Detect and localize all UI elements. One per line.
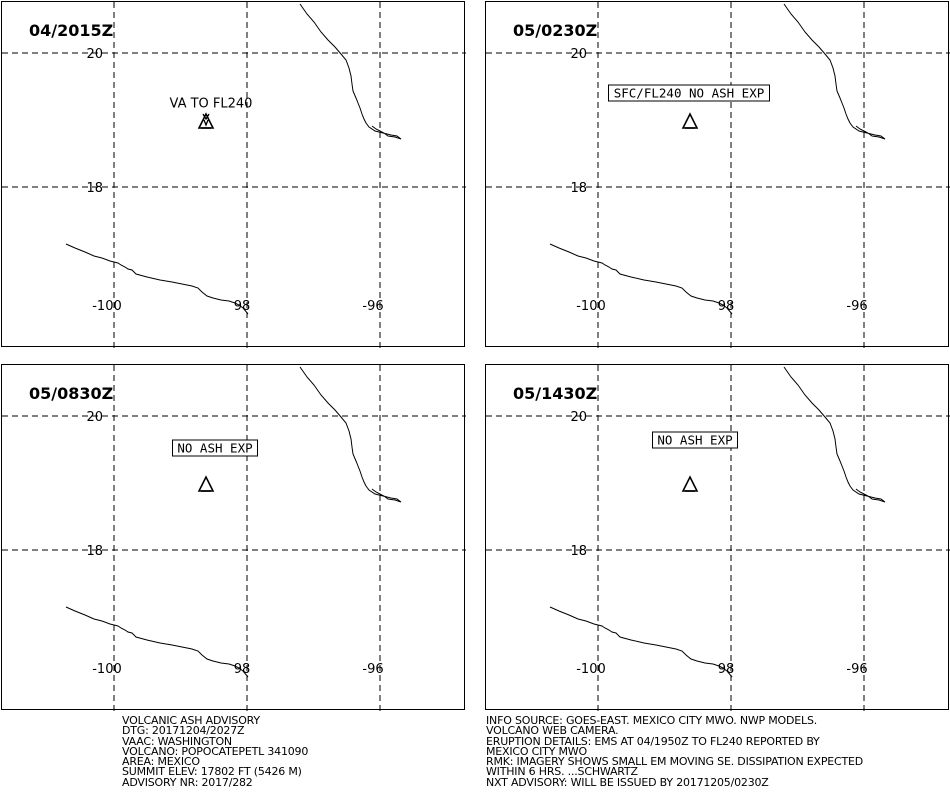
advisory-line: RMK: IMAGERY SHOWS SMALL EM MOVING SE. DISSIPATION EXPECTED [486, 755, 864, 769]
map-canvas [2, 365, 466, 711]
volcano-icon [683, 477, 697, 491]
lat-lon-grid [2, 365, 466, 711]
longitude-label: 98 [233, 299, 251, 314]
forecast-panel-4 [485, 364, 949, 710]
advisory-details-block [486, 716, 863, 788]
latitude-label: 20 [86, 47, 103, 62]
volcano-cone [683, 477, 697, 491]
valid-time-label: 05/0830Z [29, 384, 114, 403]
gulf-coastline [300, 4, 401, 139]
advisory-line: AREA: MEXICO [122, 755, 200, 769]
advisory-line: VOLCANO WEB CAMERA. [486, 724, 619, 738]
eruption-plume [204, 120, 208, 125]
longitude-label: -96 [362, 662, 384, 677]
advisory-line: MEXICO CITY MWO [486, 744, 587, 758]
valid-time-label: 04/2015Z [29, 21, 114, 40]
longitude-label: -100 [576, 662, 606, 677]
longitude-label: -100 [92, 662, 122, 677]
advisory-line: ADVISORY NR: 2017/282 [122, 775, 253, 789]
ash-annotation: VA TO FL240 [169, 96, 253, 112]
latitude-label: 18 [570, 181, 587, 196]
volcano-icon [683, 114, 697, 128]
volcano-icon [199, 477, 213, 491]
longitude-label: 98 [717, 299, 735, 314]
advisory-line: INFO SOURCE: GOES-EAST. MEXICO CITY MWO. NWP MODELS. [486, 714, 818, 727]
valid-time-label: 05/1430Z [513, 384, 598, 403]
latitude-label: 18 [86, 544, 103, 559]
longitude-label: -96 [846, 299, 868, 314]
longitude-label: -96 [846, 662, 868, 677]
advisory-line: SUMMIT ELEV: 17802 FT (5426 M) [122, 765, 302, 779]
advisory-line: DTG: 20171204/2027Z [122, 724, 245, 738]
map-canvas [486, 2, 950, 348]
latitude-label: 20 [570, 47, 587, 62]
volcano-cone [683, 114, 697, 128]
valid-time-label: 05/0230Z [513, 21, 598, 40]
lat-lon-grid [486, 2, 950, 348]
advisory-line: WITHIN 6 HRS. ...SCHWARTZ [486, 765, 638, 779]
gulf-coastline [784, 367, 885, 502]
longitude-label: -100 [576, 299, 606, 314]
forecast-panel-3 [1, 364, 465, 710]
gulf-coastline [784, 4, 885, 139]
advisory-line: VOLCANO: POPOCATEPETL 341090 [122, 744, 309, 758]
latitude-label: 18 [86, 181, 103, 196]
advisory-line: VOLCANIC ASH ADVISORY [122, 714, 260, 727]
latitude-label: 20 [86, 410, 103, 425]
ash-annotation: NO ASH EXP [177, 440, 253, 456]
longitude-label: -100 [92, 299, 122, 314]
lat-lon-grid [2, 2, 466, 348]
latitude-label: 20 [570, 410, 587, 425]
lat-lon-grid [486, 365, 950, 711]
longitude-label: 98 [233, 662, 251, 677]
longitude-label: 98 [717, 662, 735, 677]
latitude-label: 18 [570, 544, 587, 559]
advisory-line: NXT ADVISORY: WILL BE ISSUED BY 20171205/0230Z [486, 775, 769, 789]
advisory-header-block [122, 716, 308, 788]
longitude-label: -96 [362, 299, 384, 314]
forecast-panel-2 [485, 1, 949, 347]
gulf-coastline [300, 367, 401, 502]
map-canvas [486, 365, 950, 711]
advisory-line: VAAC: WASHINGTON [122, 734, 232, 748]
volcano-cone [199, 477, 213, 491]
forecast-panel-1 [1, 1, 465, 347]
ash-annotation: SFC/FL240 NO ASH EXP [613, 85, 765, 101]
ash-annotation: NO ASH EXP [657, 432, 733, 448]
map-canvas [2, 2, 466, 348]
volcano-erupting-icon [199, 114, 213, 128]
advisory-line: ERUPTION DETAILS: EMS AT 04/1950Z TO FL240 REPORTED BY [486, 734, 820, 748]
